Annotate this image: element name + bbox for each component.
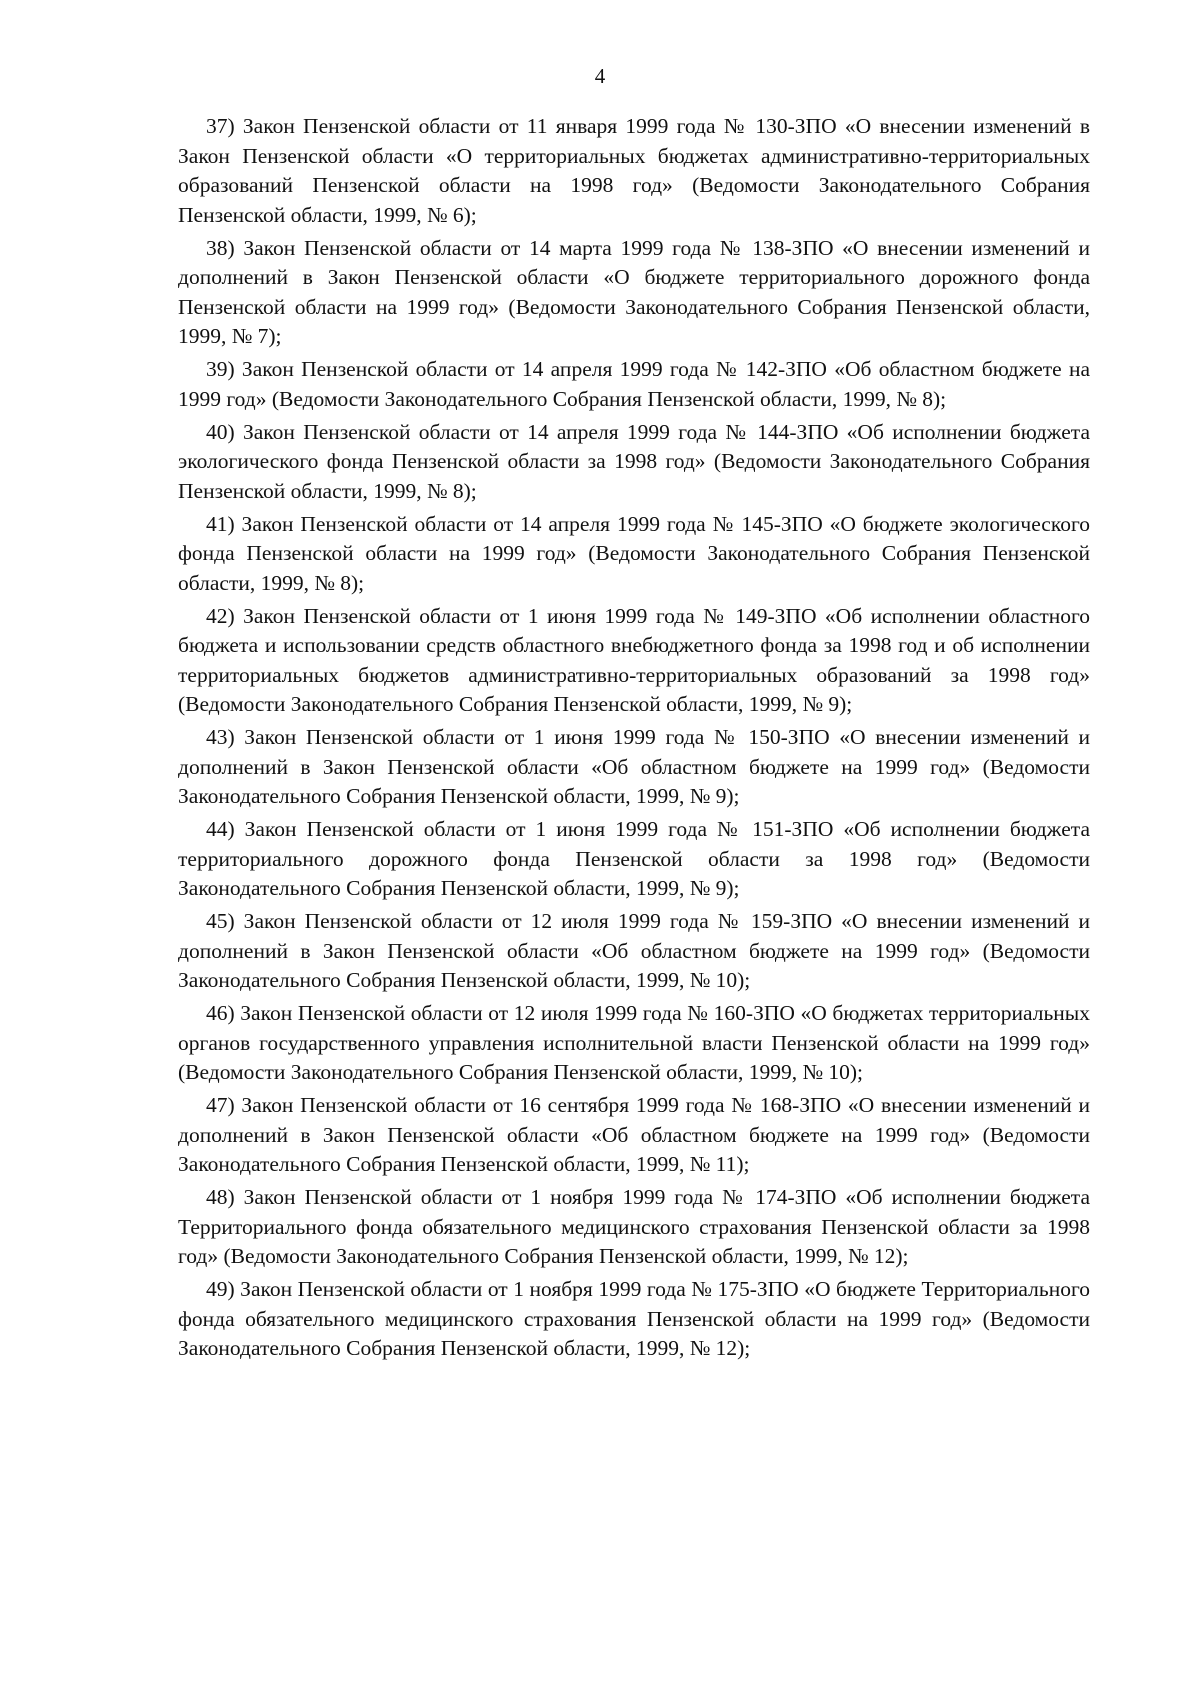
list-item-48: 48) Закон Пензенской области от 1 ноября 1999 года № 174-ЗПО «Об исполнении бюджета Территориального фонда обязательного медицинского страхования Пензенской области за 1998 год» (Ведомости Законодательного Собрания Пензенской области, 1999, № 12);	[178, 1185, 1090, 1268]
list-item-42: 42) Закон Пензенской области от 1 июня 1999 года № 149-ЗПО «Об исполнении областного бюджета и использовании средств областного внебюджетного фонда за 1998 год и об исполнении территориальных бюджетов административно-территориальных образований за 1998 год» (Ведомости Законодательного Собрания Пензенской области, 1999, № 9);	[178, 603, 1090, 716]
list-item-37: 37) Закон Пензенской области от 11 января 1999 года № 130-ЗПО «О внесении изменений в Закон Пензенской области «О территориальных бюджетах административно-территориальных образований Пензенской области на 1998 год» (Ведомости Законодательного Собрания Пензенской области, 1999, № 6);	[178, 114, 1090, 227]
list-item-41: 41) Закон Пензенской области от 14 апреля 1999 года № 145-ЗПО «О бюджете экологического фонда Пензенской области на 1999 год» (Ведомости Законодательного Собрания Пензенской области, 1999, № 8);	[178, 511, 1090, 595]
list-item-40: 40) Закон Пензенской области от 14 апреля 1999 года № 144-ЗПО «Об исполнении бюджета экологического фонда Пензенской области за 1998 год» (Ведомости Законодательного Собрания Пензенской области, 1999, № 8);	[178, 419, 1090, 503]
page-number: 4	[594, 64, 606, 88]
list-item-45: 45) Закон Пензенской области от 12 июля 1999 года № 159-ЗПО «О внесении изменений и дополнений в Закон Пензенской области «Об областном бюджете на 1999 год» (Ведомости Законодательного Собрания Пензенской области, 1999, № 10);	[178, 909, 1090, 992]
law-list	[178, 112, 1090, 1367]
list-item-49: 49) Закон Пензенской области от 1 ноября 1999 года № 175-ЗПО «О бюджете Территориального фонда обязательного медицинского страхования Пензенской области на 1999 год» (Ведомости Законодательного Собрания Пензенской области, 1999, № 12);	[178, 1277, 1090, 1360]
list-item-44: 44) Закон Пензенской области от 1 июня 1999 года № 151-ЗПО «Об исполнении бюджета территориального дорожного фонда Пензенской области за 1998 год» (Ведомости Законодательного Собрания Пензенской области, 1999, № 9);	[178, 817, 1090, 900]
list-item-39: 39) Закон Пензенской области от 14 апреля 1999 года № 142-ЗПО «Об областном бюджете на 1999 год» (Ведомости Законодательного Собрания Пензенской области, 1999, № 8);	[178, 357, 1090, 411]
list-item-47: 47) Закон Пензенской области от 16 сентября 1999 года № 168-ЗПО «О внесении изменений и дополнений в Закон Пензенской области «Об областном бюджете на 1999 год» (Ведомости Законодательного Собрания Пензенской области, 1999, № 11);	[178, 1093, 1090, 1176]
list-item-43: 43) Закон Пензенской области от 1 июня 1999 года № 150-ЗПО «О внесении изменений и дополнений в Закон Пензенской области «Об областном бюджете на 1999 год» (Ведомости Законодательного Собрания Пензенской области, 1999, № 9);	[178, 725, 1090, 808]
list-item-38: 38) Закон Пензенской области от 14 марта 1999 года № 138-ЗПО «О внесении изменений и дополнений в Закон Пензенской области «О бюджете территориального дорожного фонда Пензенской области на 1999 год» (Ведомости Законодательного Собрания Пензенской области, 1999, № 7);	[178, 235, 1090, 348]
list-item-46: 46) Закон Пензенской области от 12 июля 1999 года № 160-ЗПО «О бюджетах территориальных органов государственного управления исполнительной власти Пензенской области на 1999 год» (Ведомости Законодательного Собрания Пензенской области, 1999, № 10);	[178, 1001, 1090, 1084]
